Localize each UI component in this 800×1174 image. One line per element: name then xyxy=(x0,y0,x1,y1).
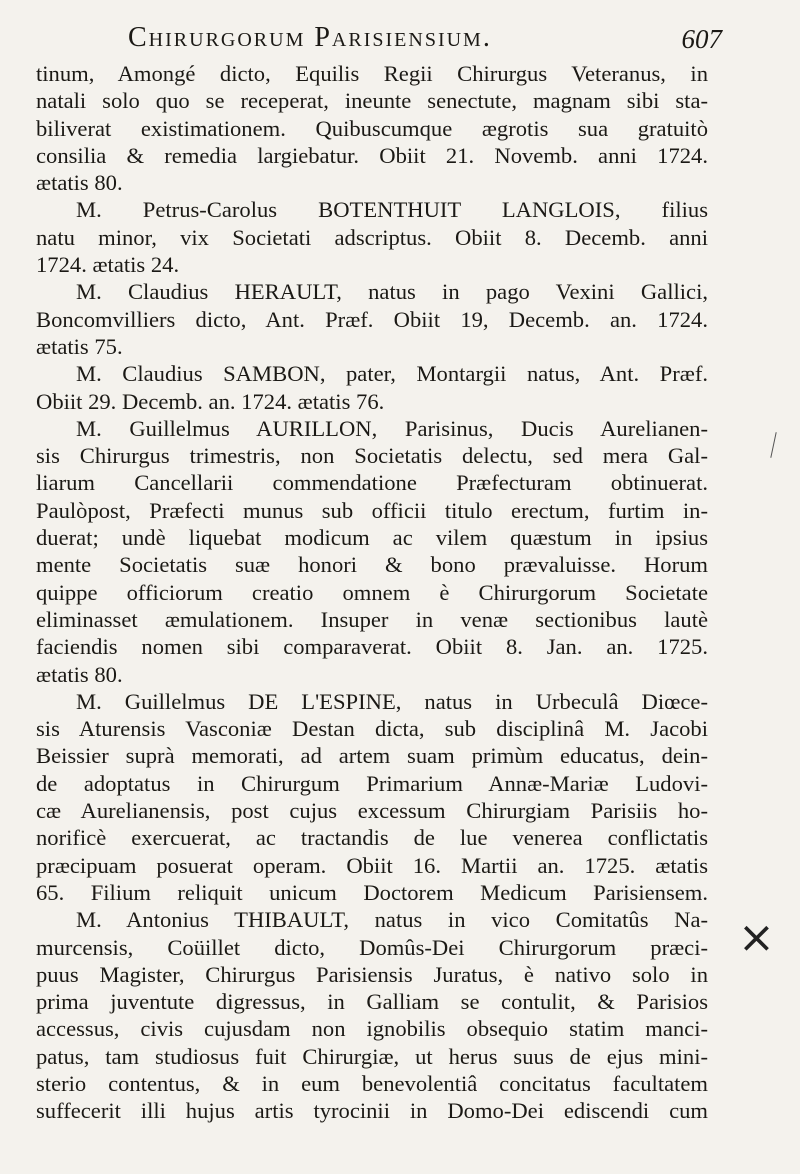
text-line: Obiit 29. Decemb. an. 1724. ætatis 76. xyxy=(36,388,385,414)
text-line: puus Magister, Chirurgus Parisiensis Juratus, è nativo solo in xyxy=(36,961,708,987)
text-line: natali solo quo se receperat, ineunte senectute, magnam sibi sta- xyxy=(36,88,708,114)
text-line: præcipuam posuerat operam. Obiit 16. Martii an. 1725. ætatis xyxy=(36,852,708,878)
text-line: consilia & remedia largiebatur. Obiit 21. Novemb. anni 1724. xyxy=(36,142,708,168)
text-line: Beissier suprà memorati, ad artem suam primùm educatus, dein- xyxy=(36,743,708,769)
text-line: M. Guillelmus DE L'ESPINE, natus in Urbeculâ Diœce- xyxy=(76,688,708,714)
margin-tick-mark xyxy=(770,432,776,458)
text-line: accessus, civis cujusdam non ignobilis obsequio statim manci- xyxy=(36,1016,708,1042)
text-line: suffecerit illi hujus artis tyrocinii in Domo-Dei ediscendi cum xyxy=(36,1098,708,1124)
text-line: patus, tam studiosus fuit Chirurgiæ, ut herus suus de ejus mini- xyxy=(36,1043,708,1069)
page-header xyxy=(128,22,728,58)
page-number: 607 xyxy=(681,24,722,54)
text-line: natu minor, vix Societati adscriptus. Obiit 8. Decemb. anni xyxy=(36,224,708,250)
text-line: 65. Filium reliquit unicum Doctorem Medicum Parisiensem. xyxy=(36,879,708,905)
text-line: ætatis 80. xyxy=(36,661,123,687)
text-line: mente Societatis suæ honori & bono prævaluisse. Horum xyxy=(36,552,708,578)
text-line: sis Aturensis Vasconiæ Destan dicta, sub disciplinâ M. Jacobi xyxy=(36,716,708,742)
text-line: M. Claudius SAMBON, pater, Montargii natus, Ant. Præf. xyxy=(76,361,708,387)
text-line: biliverat existimationem. Quibuscumque ægrotis sua gratuitò xyxy=(36,115,708,141)
text-line: eliminasset æmulationem. Insuper in venæ sectionibus lautè xyxy=(36,606,708,632)
text-line: prima juventute digressus, in Galliam se contulit, & Parisios xyxy=(36,989,708,1015)
text-line: ætatis 80. xyxy=(36,170,123,196)
text-line: murcensis, Coüillet dicto, Domûs-Dei Chirurgorum præci- xyxy=(36,934,708,960)
text-line: sis Chirurgus trimestris, non Societatis delectu, sed mera Gal- xyxy=(36,443,708,469)
body-text xyxy=(36,60,708,1125)
text-line: M. Guillelmus AURILLON, Parisinus, Ducis Aurelianen- xyxy=(76,415,708,441)
text-line: duerat; undè liquebat modicum ac vilem quæstum in ipsius xyxy=(36,525,708,551)
text-line: M. Antonius THIBAULT, natus in vico Comitatûs Na- xyxy=(76,907,708,933)
text-line: faciendis nomen sibi comparaverat. Obiit 8. Jan. an. 1725. xyxy=(36,634,708,660)
text-line: tinum, Amongé dicto, Equilis Regii Chirurgus Veteranus, in xyxy=(36,61,708,86)
text-line: Boncomvilliers dicto, Ant. Præf. Obiit 19, Decemb. an. 1724. xyxy=(36,306,708,332)
running-head: Chirurgorum Parisiensium. xyxy=(128,22,492,53)
text-line: cæ Aurelianensis, post cujus excessum Chirurgiam Parisiis ho- xyxy=(36,798,708,824)
text-line: norificè exercuerat, ac tractandis de lue venerea conflictatis xyxy=(36,825,708,851)
text-line: quippe officiorum creatio omnem è Chirurgorum Societate xyxy=(36,579,708,605)
text-line: M. Petrus-Carolus BOTENTHUIT LANGLOIS, filius xyxy=(76,197,708,223)
text-line: M. Claudius HERAULT, natus in pago Vexini Gallici, xyxy=(76,279,708,305)
text-line: Paulòpost, Præfecti munus sub officii titulo erectum, furtim in- xyxy=(36,497,708,523)
text-line: liarum Cancellarii commendatione Præfecturam obtinuerat. xyxy=(36,470,708,496)
text-line: de adoptatus in Chirurgum Primarium Annæ-Mariæ Ludovi- xyxy=(36,770,708,796)
margin-cross-mark: × xyxy=(738,912,775,963)
text-line: sterio contentus, & in eum benevolentiâ concitatus facultatem xyxy=(36,1070,708,1096)
text-line: ætatis 75. xyxy=(36,333,123,359)
text-line: 1724. ætatis 24. xyxy=(36,252,180,278)
